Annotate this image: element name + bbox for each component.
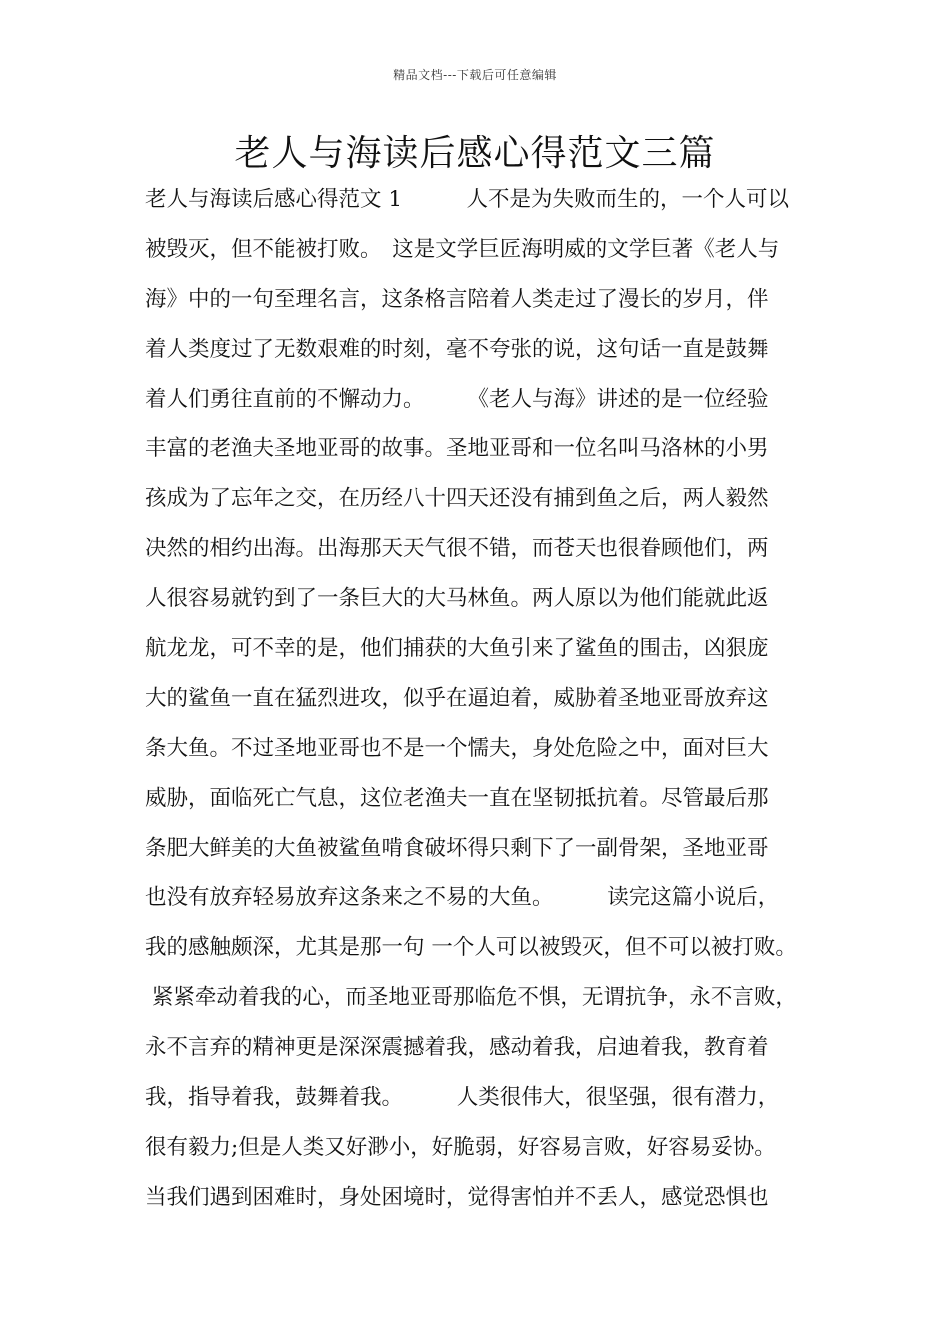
body-text-line: 着人们勇往直前的不懈动力。 《老人与海》讲述的是一位经验: [145, 386, 769, 412]
body-text-line: 我，指导着我，鼓舞着我。 人类很伟大，很坚强，很有潜力，: [145, 1085, 780, 1111]
body-text-line: 孩成为了忘年之交，在历经八十四天还没有捕到鱼之后，两人毅然: [145, 486, 769, 512]
body-text-line: 大的鲨鱼一直在猛烈进攻，似乎在逼迫着，威胁着圣地亚哥放弃这: [145, 685, 769, 711]
body-text-line: 威胁，面临死亡气息，这位老渔夫一直在坚韧抵抗着。尽管最后那: [145, 785, 769, 811]
header-watermark: 精品文档---下载后可任意编辑: [393, 68, 557, 82]
document-body: [145, 180, 835, 1228]
document-title: 老人与海读后感心得范文三篇: [234, 133, 716, 174]
body-text-line: 航龙龙，可不幸的是，他们捕获的大鱼引来了鲨鱼的围击，凶狠庞: [145, 636, 769, 662]
body-text-line: 条肥大鲜美的大鱼被鲨鱼啃食破坏得只剩下了一副骨架，圣地亚哥: [145, 835, 769, 861]
body-text-line: 当我们遇到困难时，身处困境时，觉得害怕并不丢人，感觉恐惧也: [145, 1184, 769, 1210]
body-text-line: 决然的相约出海。出海那天天气很不错，而苍天也很眷顾他们，两: [145, 536, 769, 562]
body-text-line: 也没有放弃轻易放弃这条来之不易的大鱼。 读完这篇小说后，: [145, 885, 780, 911]
body-text-line: 我的感触颇深，尤其是那一句 一个人可以被毁灭，但不可以被打败。: [145, 935, 797, 961]
body-text-line: 海》中的一句至理名言，这条格言陪着人类走过了漫长的岁月，伴: [145, 286, 769, 312]
body-text-line: 永不言弃的精神更是深深震撼着我，感动着我，启迪着我，教育着: [145, 1035, 769, 1061]
body-text-line: 老人与海读后感心得范文 1 人不是为失败而生的，一个人可以: [145, 187, 790, 212]
body-text-line: 紧紧牵动着我的心，而圣地亚哥那临危不惧，无谓抗争，永不言败，: [145, 985, 797, 1011]
body-text-line: 被毁灭，但不能被打败。 这是文学巨匠海明威的文学巨著《老人与: [145, 236, 780, 262]
body-text-line: 丰富的老渔夫圣地亚哥的故事。圣地亚哥和一位名叫马洛林的小男: [145, 436, 769, 462]
body-text-line: 人很容易就钓到了一条巨大的大马林鱼。两人原以为他们能就此返: [145, 586, 769, 612]
body-text-line: 着人类度过了无数艰难的时刻，毫不夸张的说，这句话一直是鼓舞: [145, 336, 769, 362]
body-text-line: 条大鱼。不过圣地亚哥也不是一个懦夫，身处危险之中，面对巨大: [145, 735, 769, 761]
body-text-line: 很有毅力;但是人类又好渺小，好脆弱，好容易言败，好容易妥协。: [145, 1134, 776, 1160]
